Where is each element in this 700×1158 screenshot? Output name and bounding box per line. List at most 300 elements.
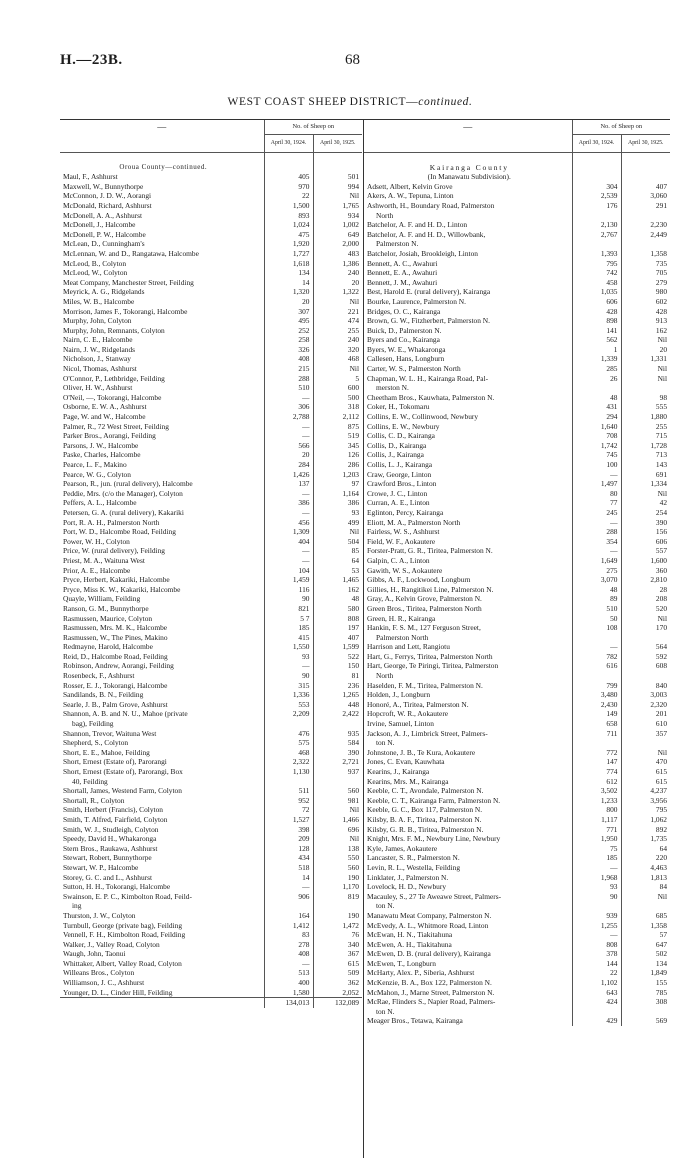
entry-name: Robinson, Andrew, Aorangi, Feilding bbox=[63, 661, 174, 671]
count-1925: 913 bbox=[621, 316, 670, 326]
count-1925: 93 bbox=[313, 508, 362, 518]
entry-name: Shortall, James, Westend Farm, Colyton bbox=[63, 786, 182, 796]
table-row bbox=[60, 307, 362, 317]
count-1925: 550 bbox=[313, 853, 362, 863]
entry-name: McConnon, J. D. W., Aorangi bbox=[63, 191, 152, 201]
count-1925: 785 bbox=[621, 988, 670, 998]
entry-name: Green Bros., Tiritea, Palmerston North bbox=[367, 603, 482, 613]
count-1924: 456 bbox=[264, 518, 313, 528]
entry-name: Lancaster, S. R., Palmerston N. bbox=[367, 853, 460, 863]
entry-name: McEwen, A. H., Tiakitahuna bbox=[367, 939, 452, 949]
section-heading-row bbox=[60, 163, 362, 173]
entry-name: Smith, T. Alfred, Fairfield, Colyton bbox=[63, 814, 168, 824]
entry-name: Byers and Co., Kairanga bbox=[367, 335, 440, 345]
count-1924: 429 bbox=[572, 1016, 621, 1026]
count-1924: 800 bbox=[572, 805, 621, 815]
table-row bbox=[60, 834, 362, 844]
table-row bbox=[364, 959, 670, 969]
count-1924 bbox=[572, 738, 621, 748]
count-1925: 1,735 bbox=[621, 834, 670, 844]
table-row bbox=[364, 182, 670, 192]
count-1925: 608 bbox=[621, 661, 670, 671]
table-row bbox=[60, 815, 362, 825]
count-1925: 367 bbox=[313, 949, 362, 959]
table-row bbox=[364, 873, 670, 883]
count-1924: 553 bbox=[264, 700, 313, 710]
entry-name: Storey, G. C. and L., Ashhurst bbox=[63, 872, 153, 882]
count-1925: 1,880 bbox=[621, 412, 670, 422]
entry-name: Gibbs, A. F., Lockwood, Longburn bbox=[367, 575, 471, 585]
table-row bbox=[364, 652, 670, 662]
count-1925: 564 bbox=[621, 642, 670, 652]
count-1924: 48 bbox=[572, 585, 621, 595]
table-row bbox=[364, 556, 670, 566]
col1-header: April 30, 1924. bbox=[264, 135, 313, 153]
entry-name: Maxwell, W., Bunnythorpe bbox=[63, 181, 144, 191]
entry-name: Kearins, Mrs. M., Kairanga bbox=[367, 776, 449, 786]
entry-name: Kilsby, B. A. F., Tiritea, Palmerston N. bbox=[367, 814, 482, 824]
count-1925: 134 bbox=[621, 959, 670, 969]
table-row bbox=[364, 402, 670, 412]
count-1925: 715 bbox=[621, 431, 670, 441]
table-row bbox=[60, 681, 362, 691]
entry-name: McEwan, H. N., Tiakitahuna bbox=[367, 930, 453, 940]
table-row bbox=[60, 825, 362, 835]
count-1925: 340 bbox=[313, 940, 362, 950]
count-1924: 147 bbox=[572, 757, 621, 767]
table-row bbox=[364, 364, 670, 374]
count-1925: 937 bbox=[313, 767, 362, 777]
entry-name: Curran, A. E., Linton bbox=[367, 498, 430, 508]
entry-name: Stern Bros., Raukawa, Ashhurst bbox=[63, 843, 158, 853]
entry-name: Shannon, A. B. and N. U., Mahoe (private bbox=[63, 709, 188, 719]
table-row bbox=[364, 239, 670, 249]
spacer-row bbox=[364, 153, 670, 163]
count-1925: 64 bbox=[621, 844, 670, 854]
table-row bbox=[60, 211, 362, 221]
count-1925: 649 bbox=[313, 230, 362, 240]
table-row bbox=[60, 268, 362, 278]
count-1924: 893 bbox=[264, 211, 313, 221]
entry-name: Bennett, A. C., Awahuri bbox=[367, 258, 438, 268]
count-1925: 647 bbox=[621, 940, 670, 950]
count-1925: 240 bbox=[313, 268, 362, 278]
count-1924: — bbox=[264, 556, 313, 566]
entry-name: Crowe, J. C., Linton bbox=[367, 488, 428, 498]
count-1925: 600 bbox=[313, 383, 362, 393]
count-1925: 48 bbox=[313, 594, 362, 604]
table-row bbox=[364, 700, 670, 710]
table-row bbox=[60, 498, 362, 508]
entry-name: Reid, D., Halcombe Road, Feilding bbox=[63, 651, 168, 661]
entry-name: Haselden, F. M., Tiritea, Palmerston N. bbox=[367, 680, 483, 690]
entry-name: Rasmussen, W., The Pines, Makino bbox=[63, 632, 168, 642]
count-1924: 458 bbox=[572, 278, 621, 288]
count-1924: 26 bbox=[572, 374, 621, 384]
entry-name: Walker, J., Valley Road, Colyton bbox=[63, 939, 160, 949]
table-row bbox=[60, 642, 362, 652]
count-1924: 606 bbox=[572, 297, 621, 307]
table-row bbox=[60, 988, 362, 998]
entry-name: Kearins, J., Kairanga bbox=[367, 767, 430, 776]
count-1925: 580 bbox=[313, 604, 362, 614]
count-1925 bbox=[313, 719, 362, 729]
count-1925: 1,002 bbox=[313, 220, 362, 230]
count-1924: 306 bbox=[264, 402, 313, 412]
count-1925: Nil bbox=[621, 614, 670, 624]
table-row bbox=[60, 757, 362, 767]
count-1924: — bbox=[264, 508, 313, 518]
entry-name: Murphy, John, Colyton bbox=[63, 316, 132, 326]
count-1925: 501 bbox=[313, 172, 362, 182]
table-row bbox=[364, 431, 670, 441]
count-1925: 308 bbox=[621, 997, 670, 1007]
table-row bbox=[364, 633, 670, 643]
table-row bbox=[60, 700, 362, 710]
name-column-header: — bbox=[60, 120, 264, 153]
entry-name: Callesen, Hans, Longburn bbox=[367, 354, 445, 364]
entry-name: Paske, Charles, Halcombe bbox=[63, 450, 141, 460]
count-1925: 1,358 bbox=[621, 249, 670, 259]
count-1924: 434 bbox=[264, 853, 313, 863]
table-row bbox=[60, 585, 362, 595]
entry-name: Craw, George, Linton bbox=[367, 469, 432, 479]
table-row bbox=[60, 767, 362, 777]
table-row bbox=[364, 796, 670, 806]
count-1925: 584 bbox=[313, 738, 362, 748]
table-row bbox=[364, 575, 670, 585]
entry-name: Honoré, A., Tiritea, Palmerston N. bbox=[367, 699, 469, 709]
entry-name: Sutton, H. H., Tokorangi, Halcombe bbox=[63, 882, 171, 892]
table-row bbox=[60, 777, 362, 787]
count-1925: 291 bbox=[621, 201, 670, 211]
count-1924: 307 bbox=[264, 307, 313, 317]
table-row bbox=[60, 604, 362, 614]
count-1925: 1,358 bbox=[621, 921, 670, 931]
table-row bbox=[60, 489, 362, 499]
count-1924 bbox=[572, 671, 621, 681]
table-row bbox=[364, 940, 670, 950]
count-1925: 615 bbox=[621, 777, 670, 787]
count-1924: 77 bbox=[572, 498, 621, 508]
count-1925 bbox=[621, 901, 670, 911]
count-1924: 1 bbox=[572, 345, 621, 355]
count-1924: 562 bbox=[572, 335, 621, 345]
entry-name: Meager Bros., Tetawa, Kairanga bbox=[367, 1016, 463, 1026]
page-title bbox=[0, 96, 700, 108]
count-1925: 1,765 bbox=[313, 201, 362, 211]
entry-name: McLean, D., Cunningham's bbox=[63, 239, 145, 249]
table-row bbox=[60, 354, 362, 364]
entry-name: Nicol, Thomas, Ashhurst bbox=[63, 364, 137, 374]
count-1925: 320 bbox=[313, 345, 362, 355]
count-1924: — bbox=[572, 930, 621, 940]
count-1925: 28 bbox=[621, 585, 670, 595]
entry-name: Adsett, Albert, Kelvin Grove bbox=[367, 181, 453, 191]
entry-name: Sandilands, B. N., Feilding bbox=[63, 690, 144, 700]
entry-name: Manawatu Meat Company, Palmerston N. bbox=[367, 910, 492, 920]
count-1924: 134 bbox=[264, 268, 313, 278]
table-row bbox=[364, 508, 670, 518]
count-1924: 304 bbox=[572, 182, 621, 192]
entry-name: Batchelor, Josiah, Brookleigh, Linton bbox=[367, 248, 478, 258]
count-1924: — bbox=[264, 546, 313, 556]
count-1924: 20 bbox=[264, 297, 313, 307]
count-1925: 85 bbox=[313, 546, 362, 556]
entry-name: McEvedy, A. L., Whitmore Road, Linton bbox=[367, 920, 489, 930]
table-row bbox=[364, 882, 670, 892]
count-1924: 1,550 bbox=[264, 642, 313, 652]
entry-name: Irvine, Samuel, Linton bbox=[367, 719, 434, 729]
count-1924: 48 bbox=[572, 393, 621, 403]
entry-name: Younger, D. L., Cinder Hill, Feilding bbox=[63, 987, 173, 997]
entry-name: Gray, A., Kelvin Grove, Palmerston N. bbox=[367, 594, 482, 604]
count-1925: 705 bbox=[621, 268, 670, 278]
table-row bbox=[60, 172, 362, 182]
table-row bbox=[60, 412, 362, 422]
count-1924: 258 bbox=[264, 335, 313, 345]
count-1924: 1,968 bbox=[572, 873, 621, 883]
entry-name: Carter, W. S., Palmerston North bbox=[367, 364, 461, 374]
count-1925: 4,237 bbox=[621, 786, 670, 796]
entry-name: Shepherd, S., Colyton bbox=[63, 738, 129, 748]
count-1925: 1,465 bbox=[313, 575, 362, 585]
table-row bbox=[364, 661, 670, 671]
table-row bbox=[60, 422, 362, 432]
entry-name: Page, W. and W., Halcombe bbox=[63, 412, 146, 422]
count-1924: 1,412 bbox=[264, 921, 313, 931]
entry-name: Miles, W. B., Halcombe bbox=[63, 296, 135, 306]
count-1924: 808 bbox=[572, 940, 621, 950]
table-row bbox=[364, 498, 670, 508]
table-row bbox=[60, 940, 362, 950]
count-1924: — bbox=[572, 518, 621, 528]
count-1924: — bbox=[572, 470, 621, 480]
entry-name: McDonell, P. W., Halcombe bbox=[63, 229, 146, 239]
table-row bbox=[60, 402, 362, 412]
table-row bbox=[364, 681, 670, 691]
count-1925: 240 bbox=[313, 335, 362, 345]
count-1924: 144 bbox=[572, 959, 621, 969]
entry-name: Gillies, H., Rangitikei Line, Palmerston N. bbox=[367, 584, 494, 594]
table-row bbox=[60, 508, 362, 518]
entry-name: Collis, D., Kairanga bbox=[367, 440, 427, 450]
header-row bbox=[60, 120, 362, 135]
table-row bbox=[60, 978, 362, 988]
table-row bbox=[364, 278, 670, 288]
report-reference: H.—23B. bbox=[60, 52, 123, 68]
table-row bbox=[364, 604, 670, 614]
table-row bbox=[60, 844, 362, 854]
entry-name: Quayle, William, Feilding bbox=[63, 594, 141, 604]
count-1924: 1,920 bbox=[264, 239, 313, 249]
table-row bbox=[364, 489, 670, 499]
page-number: 68 bbox=[345, 52, 360, 68]
entry-name: Rasmussen, Mrs. M. K., Halcombe bbox=[63, 623, 168, 633]
count-1924: 288 bbox=[264, 374, 313, 384]
entry-name: Field, W. F., Aokautere bbox=[367, 536, 436, 546]
count-1925: 208 bbox=[621, 594, 670, 604]
count-1924: 511 bbox=[264, 786, 313, 796]
table-row bbox=[60, 873, 362, 883]
entry-name: ton N. bbox=[376, 901, 395, 911]
entry-name: Forster-Pratt, G. R., Tiritea, Palmerston N. bbox=[367, 546, 493, 556]
table-row bbox=[364, 307, 670, 317]
count-1925: 236 bbox=[313, 681, 362, 691]
count-1924: 185 bbox=[264, 623, 313, 633]
count-1925: 615 bbox=[313, 959, 362, 969]
count-1925 bbox=[621, 239, 670, 249]
count-1925: 448 bbox=[313, 700, 362, 710]
count-1924: 616 bbox=[572, 661, 621, 671]
count-1925: 20 bbox=[621, 345, 670, 355]
count-1924: 278 bbox=[264, 940, 313, 950]
entry-name: Keeble, C. T., Avondale, Palmerston N. bbox=[367, 786, 484, 796]
table-row bbox=[60, 470, 362, 480]
entry-name: Crawford Bros., Linton bbox=[367, 479, 437, 489]
entry-name: Eliott, M. A., Palmerston North bbox=[367, 517, 461, 527]
table-row bbox=[60, 335, 362, 345]
count-1924: 288 bbox=[572, 527, 621, 537]
entry-name: Green, H. R., Kairanga bbox=[367, 613, 436, 623]
count-1924: 284 bbox=[264, 460, 313, 470]
section-heading: Oroua County—continued. bbox=[119, 162, 208, 171]
count-1925: 557 bbox=[621, 546, 670, 556]
entry-name: Vennell, F. H., Kimbolton Road, Feilding bbox=[63, 930, 186, 940]
count-1924: 799 bbox=[572, 681, 621, 691]
count-1925: 42 bbox=[621, 498, 670, 508]
entry-name: Keeble, G. C., Box 117, Palmerston N. bbox=[367, 805, 483, 815]
count-1925: 483 bbox=[313, 249, 362, 259]
count-1924: 93 bbox=[264, 652, 313, 662]
entry-name: Willeans Bros., Colyton bbox=[63, 968, 135, 978]
count-1925: 1,265 bbox=[313, 690, 362, 700]
count-1925: 819 bbox=[313, 892, 362, 902]
entry-name: McMahon, J., Marne Street, Palmerston N. bbox=[367, 987, 495, 997]
count-1924: 100 bbox=[572, 460, 621, 470]
left-table bbox=[60, 120, 362, 1008]
entry-name: Bennett, E. A., Awahuri bbox=[367, 268, 438, 278]
count-1924: 1,527 bbox=[264, 815, 313, 825]
count-1925: 155 bbox=[621, 978, 670, 988]
count-1924 bbox=[572, 1007, 621, 1017]
table-row bbox=[60, 259, 362, 269]
count-1925: 685 bbox=[621, 911, 670, 921]
entry-name: Turnbull, George (private bag), Feilding bbox=[63, 920, 183, 930]
count-1924: 428 bbox=[572, 307, 621, 317]
count-1924: 1,618 bbox=[264, 259, 313, 269]
entry-name: Jones, C. Evan, Kauwhata bbox=[367, 757, 445, 767]
count-1924: 774 bbox=[572, 767, 621, 777]
count-1924: 93 bbox=[572, 882, 621, 892]
count-1924: — bbox=[264, 661, 313, 671]
entry-name: Fairless, W. S., Ashhurst bbox=[367, 527, 440, 537]
col2-header: April 30, 1925. bbox=[621, 135, 670, 153]
table-row bbox=[60, 892, 362, 902]
table-row bbox=[364, 297, 670, 307]
entry-name: McLennan, W. and D., Rangatawa, Halcombe bbox=[63, 248, 199, 258]
table-row bbox=[364, 450, 670, 460]
entry-name: Collins, E. W., Newbury bbox=[367, 421, 440, 431]
count-1925: 162 bbox=[621, 326, 670, 336]
table-row bbox=[364, 729, 670, 739]
table-row bbox=[364, 853, 670, 863]
count-1924 bbox=[264, 719, 313, 729]
count-1925: 201 bbox=[621, 709, 670, 719]
count-1925: 170 bbox=[621, 623, 670, 633]
count-1925 bbox=[621, 738, 670, 748]
count-1925: 255 bbox=[621, 422, 670, 432]
table-row bbox=[60, 901, 362, 911]
count-1925: 500 bbox=[313, 393, 362, 403]
table-row bbox=[364, 805, 670, 815]
count-1924: 939 bbox=[572, 911, 621, 921]
count-1925: 1,386 bbox=[313, 259, 362, 269]
count-1924: 294 bbox=[572, 412, 621, 422]
count-1925: 808 bbox=[313, 614, 362, 624]
count-1925: Nil bbox=[621, 892, 670, 902]
entry-name: merston N. bbox=[376, 383, 409, 393]
count-1925: Nil bbox=[621, 748, 670, 758]
table-row bbox=[364, 479, 670, 489]
table-row bbox=[364, 518, 670, 528]
table-row bbox=[60, 518, 362, 528]
entry-name: Rosser, E. J., Tokorangi, Halcombe bbox=[63, 680, 168, 690]
table-row bbox=[364, 614, 670, 624]
count-1924: 116 bbox=[264, 585, 313, 595]
count-1924: 89 bbox=[572, 594, 621, 604]
entry-name: Palmerston North bbox=[376, 632, 429, 642]
table-row bbox=[60, 968, 362, 978]
count-1924: 1,640 bbox=[572, 422, 621, 432]
table-row bbox=[364, 412, 670, 422]
count-1924: 141 bbox=[572, 326, 621, 336]
count-1924 bbox=[572, 383, 621, 393]
table-row bbox=[60, 278, 362, 288]
count-1925: 150 bbox=[313, 661, 362, 671]
entry-name: Kilsby, G. R. B., Tiritea, Palmerston N. bbox=[367, 824, 484, 834]
count-1925: Nil bbox=[621, 374, 670, 384]
count-1924: 742 bbox=[572, 268, 621, 278]
table-row bbox=[364, 623, 670, 633]
entry-name: Peffers, A. L., Halcombe bbox=[63, 498, 137, 508]
spacer-row bbox=[60, 153, 362, 163]
count-1925: 1,203 bbox=[313, 470, 362, 480]
count-1924: 510 bbox=[572, 604, 621, 614]
count-1924: 612 bbox=[572, 777, 621, 787]
count-1925: 97 bbox=[313, 479, 362, 489]
count-1924: 404 bbox=[264, 537, 313, 547]
entry-name: McEwen, T., Longburn bbox=[367, 958, 436, 968]
sheep-count-header: No. of Sheep on bbox=[572, 120, 670, 135]
entry-name: Stewart, Robert, Bunnythorpe bbox=[63, 853, 152, 863]
table-row bbox=[60, 566, 362, 576]
count-1925: 64 bbox=[313, 556, 362, 566]
entry-name: Maul, F., Ashhurst bbox=[63, 172, 118, 182]
count-1925: 220 bbox=[621, 853, 670, 863]
table-row bbox=[60, 364, 362, 374]
entry-name: McLeod, B., Colyton bbox=[63, 258, 127, 268]
count-1925: 935 bbox=[313, 729, 362, 739]
entry-name: Speedy, David H., Whakaronga bbox=[63, 834, 157, 844]
count-1924: 75 bbox=[572, 844, 621, 854]
entry-name: Knight, Mrs. F. M., Newbury Line, Newbury bbox=[367, 834, 501, 844]
entry-name: O'Neil, —, Tokorangi, Halcombe bbox=[63, 392, 162, 402]
entry-name: Akers, A. W., Tepuna, Linton bbox=[367, 191, 454, 201]
table-row bbox=[60, 201, 362, 211]
count-1925: 934 bbox=[313, 211, 362, 221]
table-row bbox=[60, 316, 362, 326]
